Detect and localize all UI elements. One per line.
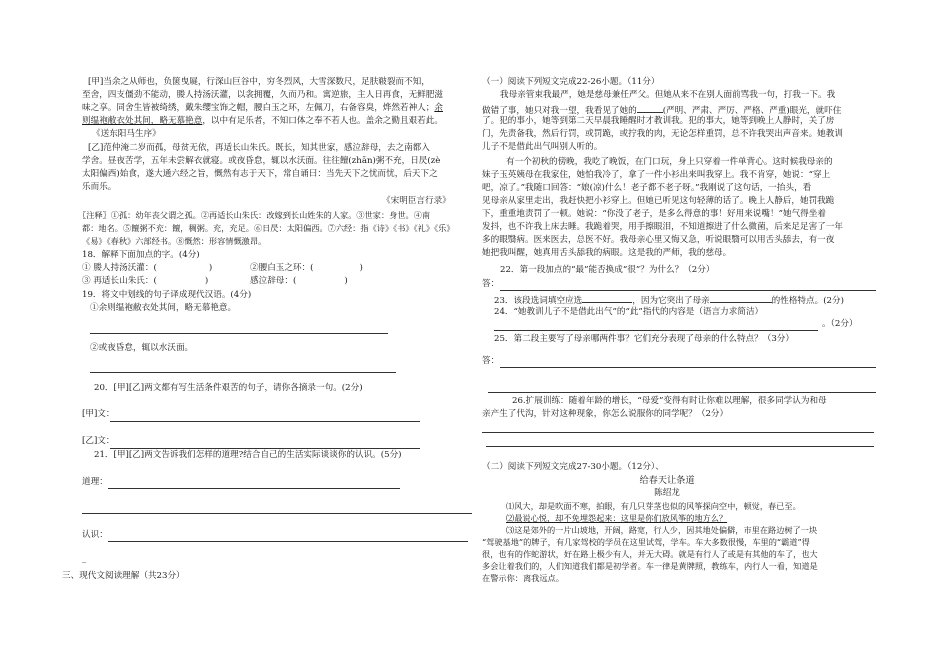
passage-jia-line: [甲]当余之从师也，负箧曳屣，行深山巨谷中，穷冬烈风，大雪深数尺，足肤皲裂而不知， <box>88 77 430 87</box>
article-paragraph-3-line: 多会让着我们的，人们知道我们都是初学者。车一律是黄牌照，教练车，内行人一看，知道是 <box>482 561 818 571</box>
q18-item-2: ②腰白玉之环：( ) <box>250 263 363 273</box>
notes-line: 〖注释〗①孤：幼年丧父谓之孤。②再适长山朱氏：改嫁到长山姓朱的人家。③世家：身世。④南 <box>78 210 431 220</box>
q18-item-3: ③ 再适长山朱氏：( ) <box>82 276 209 286</box>
paragraph-2-line: 下，重重地责罚了一顿。她说：“你没了老子，是多么得意的事！好用来说嘴！”她气得坐着 <box>482 209 826 219</box>
paragraph-1-line: 做错了事，她只对我一望，我看见了她的 (严明、严肃、严厉、严格、严重)眼光，就吓住 <box>482 103 841 117</box>
answer-line[interactable] <box>82 513 472 514</box>
question-18: 18．解释下面加点的字。(4分) <box>82 250 200 260</box>
article-title: 给春天让条道 <box>639 475 695 486</box>
passage-jia-line: 至舍，四支僵劲不能动，媵人持汤沃灌，以衾拥覆，久而乃和。寓逆旅，主人日再食，无鲜肥滋 <box>82 90 443 100</box>
answer-line[interactable] <box>500 367 876 368</box>
article-author: 陈绍龙 <box>654 488 680 498</box>
article-paragraph-3-line: “驾驶基地”的牌子，有几家驾校的学员在这里试驾，学车。车大多数很慢，车里的“霸道”得 <box>482 537 810 547</box>
part-1-heading: （一）阅读下列短文完成22-26小题。（11分） <box>482 77 660 87</box>
answer-line[interactable] <box>486 446 874 447</box>
fill-blank[interactable] <box>582 293 632 303</box>
stray-mark: _ <box>82 554 87 564</box>
notes-line: 都：地名。⑤饘粥不充：饘，稠粥。充，充足。⑥日昃：太阳偏西。⑦六经：指《诗》《书》《礼》《乐》 <box>82 223 455 233</box>
paragraph-2-line: 多的眼翳病。医来医去，总医不好。我母亲心里又悔又急，听说眼翳可以用舌头舔去，有一夜 <box>482 235 835 245</box>
question-22: 22．第一段加点的“最”能否换成“很”？为什么？（2分） <box>500 265 715 275</box>
notes-line: 《易》《春秋》六部经书。⑧慨然：形容情慨激昂。 <box>82 236 267 246</box>
paragraph-1-line: 我母亲管束我最严，她是慈母兼任严父。但她从来不在别人面前骂我一句，打我一下。我 <box>500 90 836 100</box>
fill-blank[interactable] <box>637 103 663 113</box>
underlined-sentence-start: 余 <box>434 103 443 113</box>
question-23: 23．该段选词填空应选 ，因为它突出了母亲 的性格特点。(2分) <box>494 293 844 307</box>
q24-points: 。（2分） <box>822 319 858 329</box>
q22-answer-label: 答： <box>482 279 500 289</box>
q20-yi-label: [乙]文： <box>82 436 115 446</box>
article-paragraph-3-line: ⑶这是郊外的一片山坡地，开阔，路宽，行人少，因其地处偏僻，市里在路边树了一块 <box>506 525 818 535</box>
paragraph-2-line: 见母亲从家里走出，我赶快把小衫穿上。但她已听见这句轻薄的话了。晚上人静后，她罚我跪 <box>482 196 835 206</box>
paragraph-2-line: 发抖，也不许我上床去睡。我跪着哭，用手擦眼泪，不知道擦进了什么微菌，后来足足害了一年 <box>482 222 843 232</box>
answer-line[interactable] <box>108 541 468 542</box>
question-20: 20．[甲][乙]两文都有写生活条件艰苦的句子，请你各摘录一句。(2分) <box>94 383 363 393</box>
passage-yi-line: [乙]范仲淹二岁而孤，母贫无依，再适长山朱氏。既长，知其世家，感泣辞母，去之南都入 <box>88 143 430 153</box>
passage-yi-line: 乐而乐。 <box>82 182 117 192</box>
q20-jia-label: [甲]文： <box>82 409 115 419</box>
passage-jia-line: 味之享。同舍生皆被绮绣，戴朱缨宝饰之帽，腰白玉之环，左佩刀，右备容臭，烨然若神人；余 <box>82 103 443 113</box>
answer-line[interactable] <box>488 392 876 393</box>
passage-jia-line: 则缊袍敝衣处其间，略无慕艳意，以中有足乐者，不知口体之奉不若人也。盖余之勤且艰若此。 <box>82 116 443 126</box>
answer-line[interactable] <box>110 448 420 449</box>
q19-sentence-2: ②或夜昏怠，辄以水沃面。 <box>90 343 194 353</box>
answer-line[interactable] <box>108 488 400 489</box>
question-24: 24．“她教训儿子不是借此出气”的“此”指代的内容是（语言力求简洁） <box>494 307 764 317</box>
question-19: 19．将文中划线的句子译成现代汉语。(4分) <box>82 290 252 300</box>
article-paragraph-1: ⑴风大，却是吹面不寒，拍眼，有几只芽茎也似的风筝探向空中，顿觉，春已至。 <box>506 501 801 511</box>
q19-sentence-1: ①余则缊袍敝衣处其间，略无慕艳意。 <box>90 303 237 313</box>
article-paragraph-3-line: 在警示你：离我远点。 <box>482 573 564 583</box>
answer-line[interactable] <box>110 421 420 422</box>
question-26-line: 亲产生了代沟，针对这种现象，你怎么说服你的同学呢？（2分） <box>482 409 729 419</box>
paragraph-1-line: 了。犯的事小，她等到第二天早晨我睡醒时才教训我。犯的事大，她等到晚上人静时，关了房 <box>482 116 835 126</box>
paragraph-2-line: 妹子玉英姨母在我家住，她怕我冷了，拿了一件小衫出来叫我穿上。我不肯穿，她说：“穿上 <box>482 170 831 180</box>
paragraph-1-line: 儿子不是借此出气叫别人听的。 <box>482 142 603 152</box>
passage-yi-source: 《宋明臣言行录》 <box>382 196 451 206</box>
q21-renshi-label: 认识： <box>82 530 108 540</box>
paragraph-2-line: 吧，凉了。”我随口回答：“娘(凉)什么！老子都不老子呀。”我刚说了这句话，一抬头，看 <box>482 183 812 193</box>
passage-yi-line: 学舍。昼夜苦学，五年未尝解衣就寝。或夜昏怠，辄以水沃面。往往饘(zhān)粥不充，日昃(zè <box>82 156 441 166</box>
underlined-sentence: 则缊袍敝衣处其间，略无慕艳意 <box>82 116 203 126</box>
question-26-line: 26.扩展训练：随着年龄的增长，“母爱”变得有时让你难以理解，很多同学认为和母 <box>512 396 827 406</box>
answer-line[interactable] <box>90 333 388 334</box>
fill-blank[interactable] <box>710 293 772 303</box>
answer-line[interactable] <box>482 432 874 433</box>
paragraph-2-line: 她把我叫醒，她真用舌头舔我的病眼。这是我的严师，我的慈母。 <box>482 248 732 258</box>
q25-answer-label: 答： <box>482 356 500 366</box>
article-paragraph-3-line: 很，也有的作蛇游状，好在路上极少有人，并无大碍。就是有行人了或是有其他的车了，也大 <box>482 549 818 559</box>
passage-yi-line: 太阳偏西)始食，遂大通六经之旨，慨然有志于天下，常自诵曰：当先天下之忧而忧，后天下之 <box>82 169 438 179</box>
answer-line[interactable] <box>90 372 396 373</box>
part-2-heading: （二）阅读下列短文完成27-30小题。（12分）、 <box>482 462 664 472</box>
section-3-heading: 三、现代文阅读理解（共23分） <box>62 571 185 581</box>
paragraph-2-line: 有一个初秋的傍晚，我吃了晚饭，在门口玩，身上只穿着一件单背心。这时候我母亲的 <box>506 157 833 167</box>
answer-line[interactable] <box>494 330 818 331</box>
question-21: 21．[甲][乙]两文告诉我们怎样的道理?结合自己的生活实际谈谈你的认识。(5分) <box>94 450 402 460</box>
question-25: 25．第二段主要写了母亲哪两件事？它们充分表现了母亲的什么特点？（3分） <box>494 334 794 344</box>
paragraph-1-line: 门，先责备我，然后行罚，或罚跪，或拧我的肉，无论怎样重罚，总不许我哭出声音来。她教训 <box>482 129 843 139</box>
q18-item-4: 感泣辞母：( ) <box>250 276 348 286</box>
passage-jia-source: 《送东阳马生序》 <box>92 129 161 139</box>
q21-daoli-label: 道理： <box>82 477 108 487</box>
answer-line[interactable] <box>500 290 876 291</box>
article-paragraph-2: ⑵最说心悦，却不免埋怨起来：这里是你们放风筝的地方么？ <box>506 513 728 523</box>
q18-item-1: ① 媵人持汤沃灌：( ) <box>82 263 213 273</box>
